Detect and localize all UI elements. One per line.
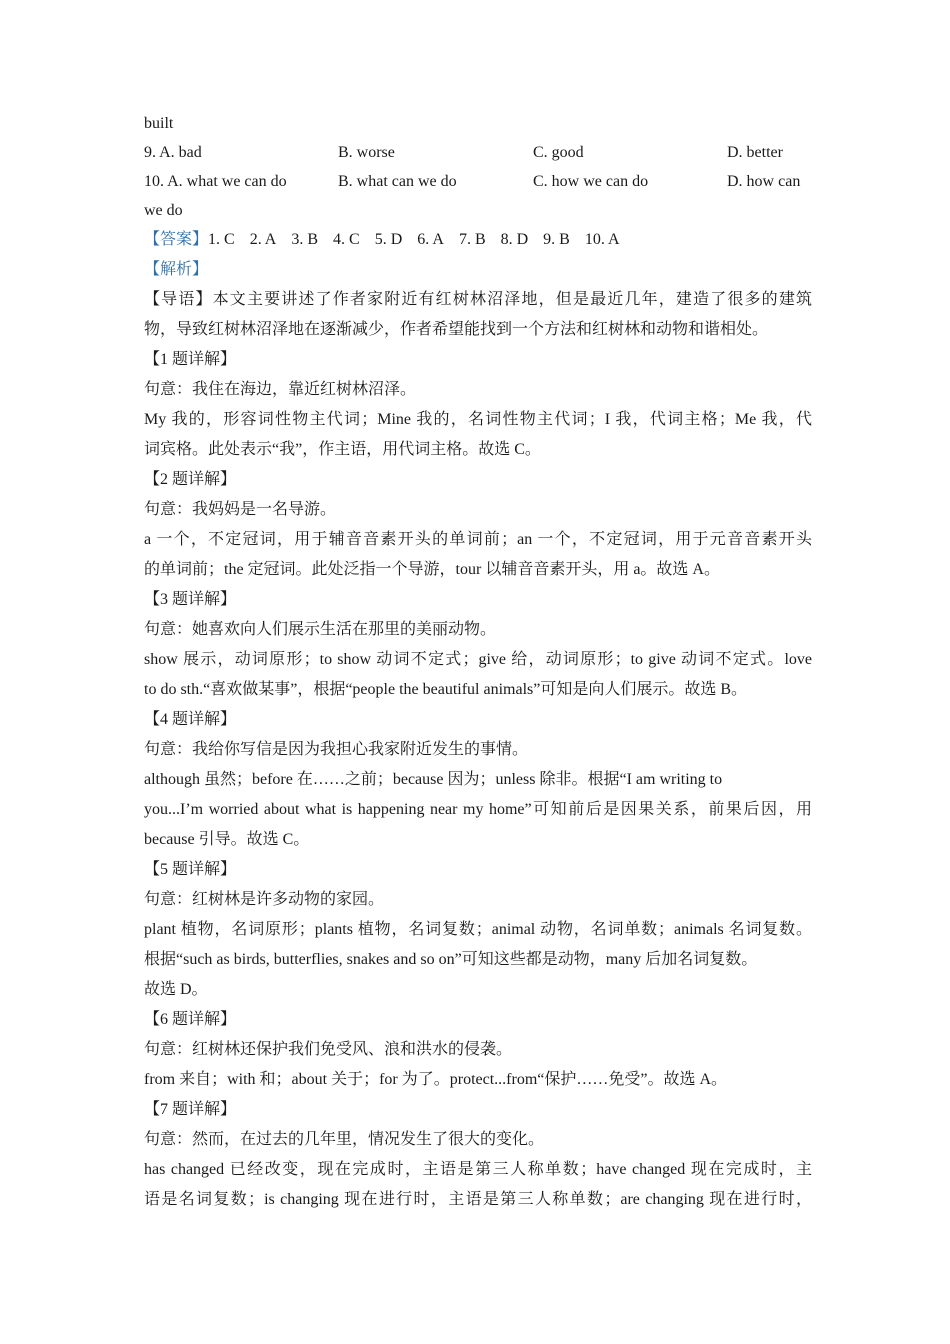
- q5-heading: 【5 题详解】: [144, 861, 237, 878]
- q7-line: has changed 已经改变，现在完成时，主语是第三人称单数；have changed 现在完成时，主: [144, 1161, 812, 1178]
- answer-item: 8. D: [500, 231, 529, 248]
- q1-line: 句意：我住在海边，靠近红树林沼泽。: [144, 381, 417, 398]
- q10-option-d: D. how can: [727, 173, 801, 190]
- answer-item: 4. C: [333, 231, 360, 248]
- q6-line: 句意：红树林还保护我们免受风、浪和洪水的侵袭。: [144, 1041, 513, 1058]
- q7-line: 句意：然而，在过去的几年里，情况发生了很大的变化。: [144, 1131, 545, 1148]
- q2-line: 的单词前；the 定冠词。此处泛指一个导游，tour 以辅音音素开头，用 a。故选 A。: [144, 561, 720, 578]
- q4-line: you...I’m worried about what is happening near my home”可知前后是因果关系，前果后因，用: [144, 801, 812, 818]
- q4-line: 句意：我给你写信是因为我担心我家附近发生的事情。: [144, 741, 529, 758]
- q5-line: 句意：红树林是许多动物的家园。: [144, 891, 385, 908]
- question-10-options: [144, 167, 812, 196]
- q10-option-d-wrap: we do: [144, 202, 183, 219]
- intro-line: 物，导致红树林沼泽地在逐渐减少，作者希望能找到一个方法和红树林和动物和谐相处。: [144, 321, 769, 338]
- answer-item: 5. D: [374, 231, 403, 248]
- answer-label: 【答案】: [144, 231, 209, 248]
- q10-option-a: 10. A. what we can do: [144, 173, 287, 190]
- q9-option-a: 9. A. bad: [144, 144, 202, 161]
- q10-option-b: B. what can we do: [338, 173, 457, 190]
- q7-heading: 【7 题详解】: [144, 1101, 237, 1118]
- q7-line: 语是名词复数；is changing 现在进行时，主语是第三人称单数；are changing 现在进行时，: [144, 1191, 812, 1208]
- answer-item: 9. B: [543, 231, 570, 248]
- q2-heading: 【2 题详解】: [144, 471, 237, 488]
- answer-item: 1. C: [208, 231, 235, 248]
- q1-line: 词宾格。此处表示“我”，作主语，用代词主格。故选 C。: [144, 441, 541, 458]
- answer-item: 7. B: [458, 231, 486, 248]
- q3-line: to do sth.“喜欢做某事”，根据“people the beautiful animals”可知是向人们展示。故选 B。: [144, 681, 748, 698]
- document-page: [144, 109, 812, 1215]
- answer-item: 3. B: [291, 231, 319, 248]
- q4-line: because 引导。故选 C。: [144, 831, 310, 848]
- question-9-options: [144, 138, 812, 167]
- analysis-label: 【解析】: [144, 261, 209, 278]
- q9-option-d: D. better: [727, 144, 783, 161]
- q6-line: from 来自；with 和；about 关于；for 为了。protect...from“保护……免受”。故选 A。: [144, 1071, 728, 1088]
- q9-option-b: B. worse: [338, 144, 395, 161]
- q5-line: 故选 D。: [144, 981, 208, 998]
- q1-line: My 我的，形容词性物主代词；Mine 我的，名词性物主代词；I 我，代词主格；Me 我，代: [144, 411, 812, 428]
- continuation-text: built: [144, 115, 174, 132]
- q4-heading: 【4 题详解】: [144, 711, 237, 728]
- q4-line: although 虽然；before 在……之前；because 因为；unless 除非。根据“I am writing to: [144, 771, 723, 788]
- q2-line: a 一个，不定冠词，用于辅音音素开头的单词前；an 一个，不定冠词，用于元音音素开头: [144, 531, 812, 548]
- q6-heading: 【6 题详解】: [144, 1011, 237, 1028]
- q3-line: show 展示，动词原形；to show 动词不定式；give 给，动词原形；to give 动词不定式。love: [144, 651, 812, 668]
- q3-line: 句意：她喜欢向人们展示生活在那里的美丽动物。: [144, 621, 497, 638]
- q9-option-c: C. good: [533, 144, 584, 161]
- answer-line: [144, 225, 812, 255]
- q5-line: 根据“such as birds, butterflies, snakes and so on”可知这些都是动物，many 后加名词复数。: [144, 951, 758, 968]
- answer-item: 6. A: [417, 231, 444, 248]
- q1-heading: 【1 题详解】: [144, 351, 237, 368]
- q5-line: plant 植物，名词原形；plants 植物，名词复数；animal 动物，名词单数；animals 名词复数。: [144, 921, 812, 938]
- q2-line: 句意：我妈妈是一名导游。: [144, 501, 337, 518]
- answer-item: 2. A: [249, 231, 277, 248]
- answer-item: 10. A: [584, 231, 620, 248]
- intro-line: 【导语】本文主要讲述了作者家附近有红树林沼泽地，但是最近几年，建造了很多的建筑: [144, 291, 812, 308]
- q3-heading: 【3 题详解】: [144, 591, 237, 608]
- q10-option-c: C. how we can do: [533, 173, 649, 190]
